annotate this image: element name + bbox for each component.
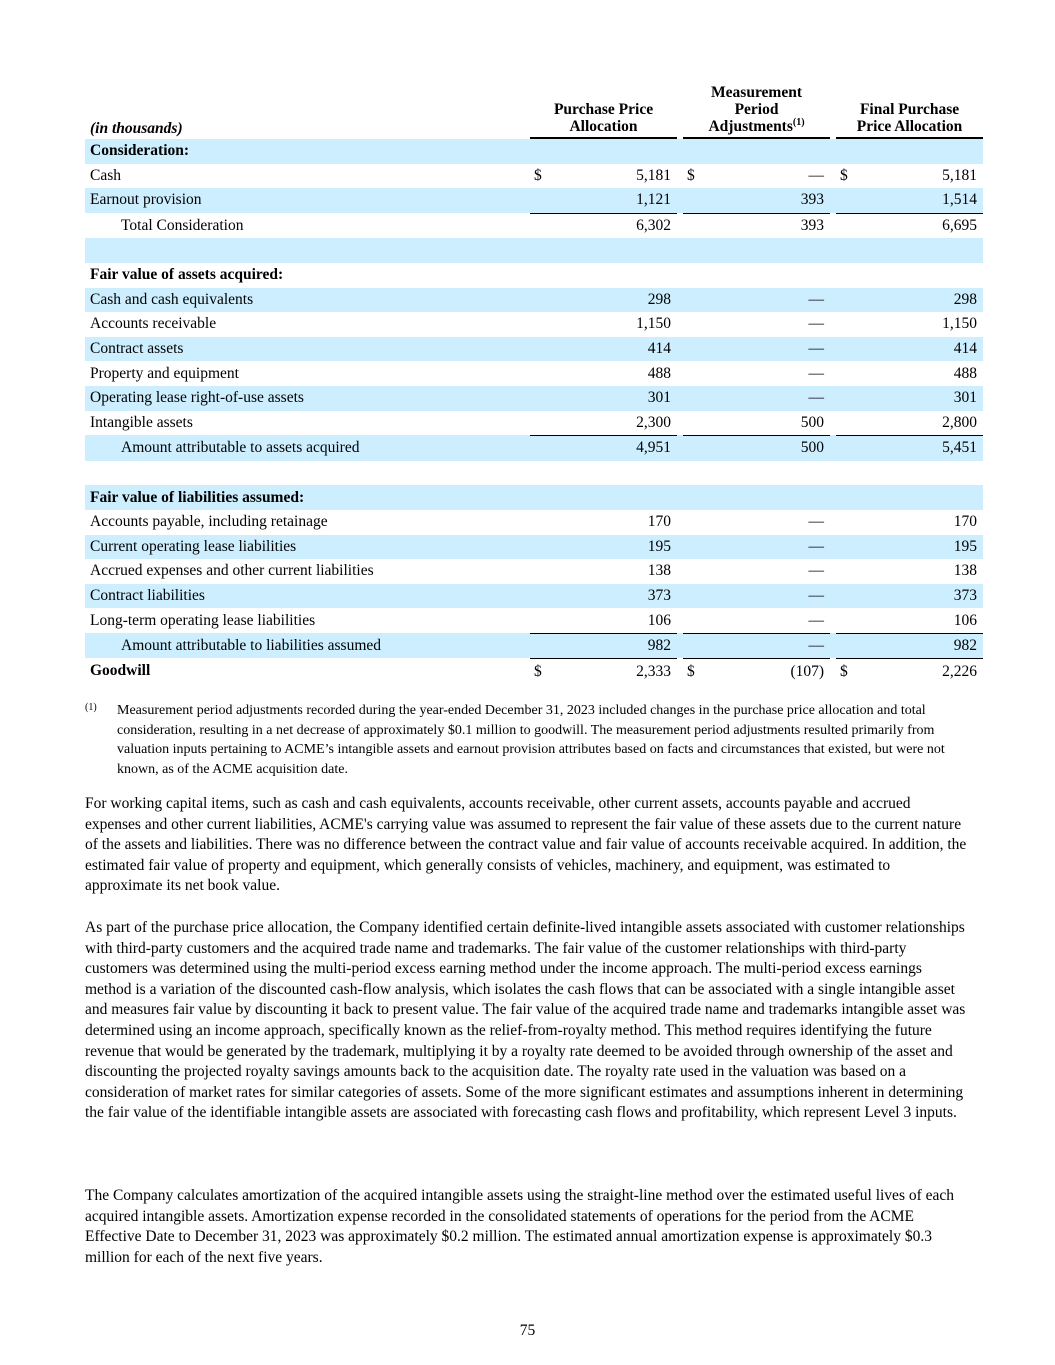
currency-symbol — [530, 188, 552, 213]
table-row — [85, 312, 983, 337]
currency-symbol — [836, 337, 858, 362]
page-number: 75 — [519, 1322, 536, 1339]
value-final-allocation — [858, 485, 983, 510]
value-measurement-adjustment: — — [808, 315, 825, 333]
column-header-measurement-period-adjustments: Measurement Period Adjustments$^{(1)}$ — [683, 84, 830, 139]
table-row — [85, 510, 983, 535]
table-row — [85, 238, 983, 263]
value-final-allocation: 301 — [858, 386, 983, 411]
currency-symbol — [683, 337, 705, 362]
currency-symbol — [836, 188, 858, 213]
row-label: Amount attributable to liabilities assumed — [85, 633, 530, 659]
currency-symbol — [530, 633, 552, 659]
row-label: Goodwill — [90, 662, 151, 680]
footnote-text: Measurement period adjustments recorded during the year-ended December 31, 2023 included changes in the purchase price allocation and total consideration, resulting in a net decrease of approximately $0.1 million to goodwill. The measurement period adjustments resulted primarily from valuation inputs pertaining to ACME’s intangible assets and earnout provision attributes based on facts and circumstances that existed, but were not known, as of the ACME acquisition date. — [117, 703, 945, 777]
currency-symbol — [683, 238, 705, 263]
value-final-allocation: 298 — [858, 288, 983, 313]
currency-symbol — [836, 139, 858, 164]
value-measurement-adjustment — [705, 263, 830, 288]
table-row — [85, 213, 983, 239]
value-purchase-price-allocation: 6,302 — [552, 213, 677, 239]
value-final-allocation: 2,226 — [858, 658, 983, 684]
table-row — [85, 411, 983, 436]
value-final-allocation: 170 — [953, 513, 978, 531]
currency-symbol: $ — [836, 658, 858, 684]
table-row — [85, 633, 983, 659]
value-measurement-adjustment: (107) — [705, 658, 830, 684]
table-row — [85, 386, 983, 411]
value-final-allocation: 414 — [858, 337, 983, 362]
value-measurement-adjustment: — — [705, 535, 830, 560]
currency-symbol — [836, 312, 858, 337]
value-measurement-adjustment — [705, 139, 830, 164]
currency-symbol — [683, 213, 705, 239]
table-row — [85, 263, 983, 288]
currency-symbol — [836, 461, 858, 486]
value-final-allocation: 982 — [858, 633, 983, 659]
row-label: Total Consideration — [121, 216, 244, 234]
row-label: Amount attributable to assets acquired — [85, 435, 530, 461]
value-measurement-adjustment — [705, 485, 830, 510]
value-purchase-price-allocation — [552, 238, 677, 263]
value-final-allocation: 6,695 — [858, 213, 983, 239]
currency-symbol — [530, 461, 552, 486]
purchase-price-allocation-table — [85, 84, 981, 684]
value-measurement-adjustment — [705, 461, 830, 486]
currency-symbol — [683, 510, 705, 535]
currency-symbol — [683, 263, 705, 288]
currency-symbol — [683, 584, 705, 609]
currency-symbol — [530, 510, 552, 535]
currency-symbol — [836, 263, 858, 288]
currency-symbol: $ — [840, 166, 848, 184]
value-final-allocation: 195 — [858, 535, 983, 560]
value-purchase-price-allocation: 195 — [552, 535, 677, 560]
value-measurement-adjustment: — — [808, 611, 825, 629]
currency-symbol — [836, 485, 858, 510]
currency-symbol: $ — [534, 166, 542, 184]
row-label: Intangible assets — [90, 413, 193, 431]
currency-symbol — [683, 559, 705, 584]
row-label: Contract assets — [85, 337, 530, 362]
value-final-allocation: 5,181 — [942, 166, 978, 184]
currency-symbol — [530, 535, 552, 560]
value-final-allocation: 2,800 — [942, 413, 978, 431]
currency-symbol — [530, 337, 552, 362]
value-measurement-adjustment: 393 — [705, 213, 830, 239]
value-measurement-adjustment: — — [808, 513, 825, 531]
row-label: Cash and cash equivalents — [85, 288, 530, 313]
value-purchase-price-allocation: 138 — [647, 562, 672, 580]
table-row — [85, 361, 983, 386]
currency-symbol — [683, 386, 705, 411]
row-label: Cash — [90, 166, 121, 184]
currency-symbol — [836, 238, 858, 263]
value-purchase-price-allocation — [552, 263, 677, 288]
paragraph-amortization: The Company calculates amortization of the acquired intangible assets using the straight-line method over the estimated useful lives of each acquired intangible assets. Amortization expense recorded in the consolidated statements of operations for the period from the ACME Effective Date to December 31, 2023 was approximately $0.2 million. The estimated annual amortization expense is approximately $0.3 million for each of the next five years. — [85, 1187, 955, 1266]
footnote-marker: (1) — [85, 702, 97, 713]
table-header-row — [85, 84, 983, 139]
currency-symbol — [683, 435, 705, 461]
section-heading: Fair value of assets acquired: — [90, 266, 284, 284]
currency-symbol — [530, 139, 552, 164]
value-measurement-adjustment: — — [705, 288, 830, 313]
value-purchase-price-allocation: 2,300 — [636, 413, 672, 431]
currency-symbol — [530, 584, 552, 609]
currency-symbol — [836, 584, 858, 609]
value-purchase-price-allocation: 1,150 — [636, 315, 672, 333]
table-row — [85, 164, 983, 189]
value-purchase-price-allocation: 301 — [552, 386, 677, 411]
value-purchase-price-allocation — [552, 485, 677, 510]
row-label: Earnout provision — [85, 188, 530, 213]
currency-symbol — [530, 361, 552, 386]
currency-symbol — [683, 633, 705, 659]
paragraph-intangible-valuation: As part of the purchase price allocation, the Company identified certain definite-lived intangible assets associated with customer relationships with third-party customers and the acquired trade name and trademarks. The fair value of the customer relationships with third-party customers was determined using the multi-period excess earning method under the income approach. The multi-period excess earnings method is a variation of the discounted cash-flow analysis, which isolates the cash flows that can be associated with a single intangible asset and measures fair value by discounting it back to present value. The fair value of the acquired trade name and trademarks intangible asset was determined using an income approach, specifically known as the relief-from-royalty method. This method requires identifying the future revenue that would be generated by the trademark, multiplying it by a royalty rate deemed to be avoided through ownership of the asset and discounting the projected royalty savings amounts back to the acquisition date. The royalty rate used in the valuation was based on a consideration of market rates for similar categories of assets. Some of the more significant estimates and assumptions inherent in determining the fair value of the identifiable intangible assets are associated with forecasting cash flows and profitability, which represent Level 3 inputs. — [85, 919, 966, 1122]
currency-symbol — [530, 435, 552, 461]
value-final-allocation: 488 — [953, 364, 978, 382]
currency-symbol — [530, 238, 552, 263]
table-row — [85, 461, 983, 486]
paragraph-working-capital: For working capital items, such as cash and cash equivalents, accounts receivable, other current assets, accounts payable and accrued expenses and other current liabilities, ACME's carrying value was assumed to represent the fair value of these assets due to the current nature of the assets and liabilities. There was no difference between the contract value and fair value of accounts receivable acquired. In addition, the estimated fair value of property and equipment, which generally consists of vehicles, machinery, and equipment, was estimated to approximate its net book value. — [85, 795, 967, 895]
row-label: Long-term operating lease liabilities — [90, 611, 316, 629]
currency-symbol — [683, 485, 705, 510]
currency-symbol — [836, 411, 858, 436]
currency-symbol — [530, 411, 552, 436]
value-final-allocation: 1,150 — [942, 315, 978, 333]
currency-symbol — [836, 510, 858, 535]
row-label: Operating lease right-of-use assets — [85, 386, 530, 411]
currency-symbol — [530, 485, 552, 510]
row-label: Property and equipment — [90, 364, 239, 382]
currency-symbol — [836, 386, 858, 411]
currency-symbol — [683, 461, 705, 486]
currency-symbol — [683, 312, 705, 337]
value-final-allocation — [858, 238, 983, 263]
currency-symbol — [836, 288, 858, 313]
value-final-allocation: 373 — [858, 584, 983, 609]
currency-symbol — [836, 213, 858, 239]
row-label: Accounts receivable — [90, 315, 217, 333]
value-measurement-adjustment: — — [808, 364, 825, 382]
table-row — [85, 288, 983, 313]
footnote — [85, 701, 965, 779]
currency-symbol — [530, 213, 552, 239]
value-measurement-adjustment: — — [705, 633, 830, 659]
value-measurement-adjustment: — — [808, 166, 825, 184]
currency-symbol — [530, 263, 552, 288]
units-label: (in thousands) — [90, 120, 183, 137]
value-final-allocation: 1,514 — [858, 188, 983, 213]
table-row — [85, 188, 983, 213]
value-measurement-adjustment: — — [705, 337, 830, 362]
value-purchase-price-allocation — [552, 139, 677, 164]
table-row — [85, 658, 983, 684]
value-purchase-price-allocation: 982 — [552, 633, 677, 659]
value-final-allocation: 106 — [953, 611, 978, 629]
value-measurement-adjustment: — — [705, 584, 830, 609]
currency-symbol — [683, 288, 705, 313]
value-purchase-price-allocation: 170 — [647, 513, 672, 531]
row-label: Accrued expenses and other current liabilities — [90, 562, 374, 580]
section-heading: Fair value of liabilities assumed: — [85, 485, 530, 510]
value-purchase-price-allocation: 298 — [552, 288, 677, 313]
value-measurement-adjustment — [705, 238, 830, 263]
value-final-allocation: 5,451 — [858, 435, 983, 461]
value-final-allocation: 138 — [953, 562, 978, 580]
row-label: Contract liabilities — [85, 584, 530, 609]
value-purchase-price-allocation — [552, 461, 677, 486]
currency-symbol — [530, 608, 552, 633]
value-measurement-adjustment: — — [705, 386, 830, 411]
row-label — [85, 238, 530, 263]
section-heading: Consideration: — [85, 139, 530, 164]
value-measurement-adjustment: — — [808, 562, 825, 580]
value-final-allocation — [858, 263, 983, 288]
value-purchase-price-allocation: 4,951 — [552, 435, 677, 461]
currency-symbol: $ — [687, 166, 695, 184]
currency-symbol: $ — [530, 658, 552, 684]
currency-symbol — [836, 608, 858, 633]
value-final-allocation — [858, 139, 983, 164]
table-row — [85, 435, 983, 461]
value-purchase-price-allocation: 488 — [647, 364, 672, 382]
value-purchase-price-allocation: 2,333 — [552, 658, 677, 684]
value-purchase-price-allocation: 5,181 — [636, 166, 672, 184]
currency-symbol — [683, 361, 705, 386]
value-measurement-adjustment: 393 — [705, 188, 830, 213]
table-row — [85, 485, 983, 510]
table-row — [85, 337, 983, 362]
currency-symbol — [836, 633, 858, 659]
table-row — [85, 559, 983, 584]
currency-symbol — [683, 535, 705, 560]
currency-symbol — [683, 608, 705, 633]
currency-symbol — [683, 139, 705, 164]
table-row — [85, 139, 983, 164]
table-row — [85, 608, 983, 633]
footnote-ref: (1) — [792, 117, 805, 128]
currency-symbol — [530, 386, 552, 411]
currency-symbol — [530, 288, 552, 313]
table-row — [85, 584, 983, 609]
value-purchase-price-allocation: 414 — [552, 337, 677, 362]
value-purchase-price-allocation: 1,121 — [552, 188, 677, 213]
currency-symbol — [836, 559, 858, 584]
currency-symbol — [683, 411, 705, 436]
row-label: Accounts payable, including retainage — [90, 513, 328, 531]
value-final-allocation — [858, 461, 983, 486]
value-measurement-adjustment: 500 — [800, 413, 825, 431]
currency-symbol — [530, 559, 552, 584]
currency-symbol — [836, 435, 858, 461]
currency-symbol: $ — [683, 658, 705, 684]
value-purchase-price-allocation: 373 — [552, 584, 677, 609]
row-label — [85, 461, 530, 486]
table-row — [85, 535, 983, 560]
column-header-final-purchase-price-allocation: Final Purchase Price Allocation — [836, 84, 983, 139]
value-measurement-adjustment: 500 — [705, 435, 830, 461]
column-header-purchase-price-allocation: Purchase Price Allocation — [530, 84, 677, 139]
currency-symbol — [836, 361, 858, 386]
currency-symbol — [683, 188, 705, 213]
row-label: Current operating lease liabilities — [85, 535, 530, 560]
value-purchase-price-allocation: 106 — [647, 611, 672, 629]
currency-symbol — [836, 535, 858, 560]
currency-symbol — [530, 312, 552, 337]
